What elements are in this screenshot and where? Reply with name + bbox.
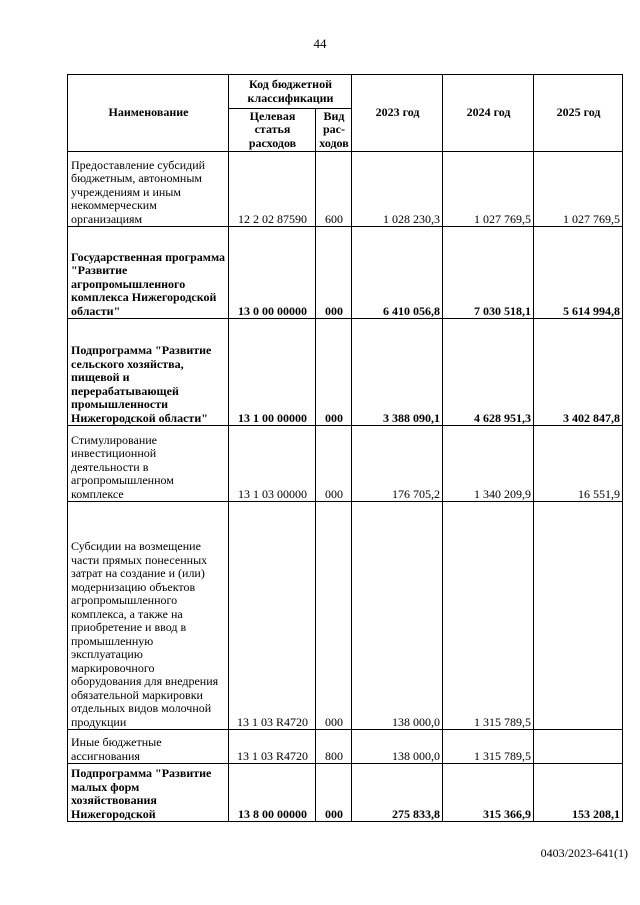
header-target-article: Целевая статья расходов [229,109,316,152]
header-year-2024: 2024 год [443,75,534,152]
row-type: 000 [316,426,352,502]
row-name: Государственная программа "Развитие агропромышленного комплекса Нижегородской области" [68,227,229,319]
header-expense-type: Вид рас-ходов [316,109,352,152]
row-value-2025: 3 402 847,8 [534,319,623,426]
row-code: 12 2 02 87590 [229,152,316,227]
document-code: 0403/2023-641(1) [540,846,628,860]
row-code: 13 1 03 00000 [229,426,316,502]
row-type: 000 [316,319,352,426]
row-value-2023: 1 028 230,3 [352,152,443,227]
row-name: Субсидии на возмещение части прямых понесенных затрат на создание и (или) модернизацию объектов агропромышленного комплекса, а также на приобретение и ввод в промышленную эксплуатацию маркировочного оборудования для внедрения обязательной маркировки отдельных видов молочной продукции [68,502,229,730]
row-type: 000 [316,502,352,730]
row-type: 600 [316,152,352,227]
row-value-2023: 3 388 090,1 [352,319,443,426]
row-type: 000 [316,227,352,319]
row-value-2024: 7 030 518,1 [443,227,534,319]
row-value-2025: 16 551,9 [534,426,623,502]
row-value-2024: 1 340 209,9 [443,426,534,502]
header-year-2023: 2023 год [352,75,443,152]
header-code-group: Код бюджетной классификации [229,75,352,109]
row-value-2024: 4 628 951,3 [443,319,534,426]
row-value-2023: 138 000,0 [352,502,443,730]
budget-table [67,74,623,822]
row-code: 13 1 00 00000 [229,319,316,426]
table-row [68,152,623,227]
page-number: 44 [313,36,327,51]
row-value-2023: 275 833,8 [352,764,443,822]
table-row [68,426,623,502]
row-value-2025: 1 027 769,5 [534,152,623,227]
row-value-2023: 6 410 056,8 [352,227,443,319]
row-value-2024: 1 027 769,5 [443,152,534,227]
row-value-2024: 1 315 789,5 [443,502,534,730]
header-name: Наименование [68,75,229,152]
row-value-2025 [534,730,623,764]
row-type: 000 [316,764,352,822]
row-name: Стимулирование инвестиционной деятельности в агропромышленном комплексе [68,426,229,502]
table-row [68,730,623,764]
row-value-2023: 138 000,0 [352,730,443,764]
table-row [68,227,623,319]
row-code: 13 0 00 00000 [229,227,316,319]
table-row [68,764,623,822]
table-row [68,319,623,426]
row-value-2025 [534,502,623,730]
row-type: 800 [316,730,352,764]
row-name: Предоставление субсидий бюджетным, автономным учреждениям и иным некоммерческим организациям [68,152,229,227]
row-name: Подпрограмма "Развитие сельского хозяйства, пищевой и перерабатывающей промышленности Нижегородской области" [68,319,229,426]
row-code: 13 1 03 R4720 [229,730,316,764]
row-value-2025: 153 208,1 [534,764,623,822]
row-code: 13 8 00 00000 [229,764,316,822]
row-value-2025: 5 614 994,8 [534,227,623,319]
row-code: 13 1 03 R4720 [229,502,316,730]
row-value-2024: 315 366,9 [443,764,534,822]
table-header [68,75,623,152]
row-name: Подпрограмма "Развитие малых форм хозяйствования Нижегородской [68,764,229,822]
row-name: Иные бюджетные ассигнования [68,730,229,764]
row-value-2023: 176 705,2 [352,426,443,502]
header-year-2025: 2025 год [534,75,623,152]
table-row [68,502,623,730]
row-value-2024: 1 315 789,5 [443,730,534,764]
table-body [68,152,623,822]
